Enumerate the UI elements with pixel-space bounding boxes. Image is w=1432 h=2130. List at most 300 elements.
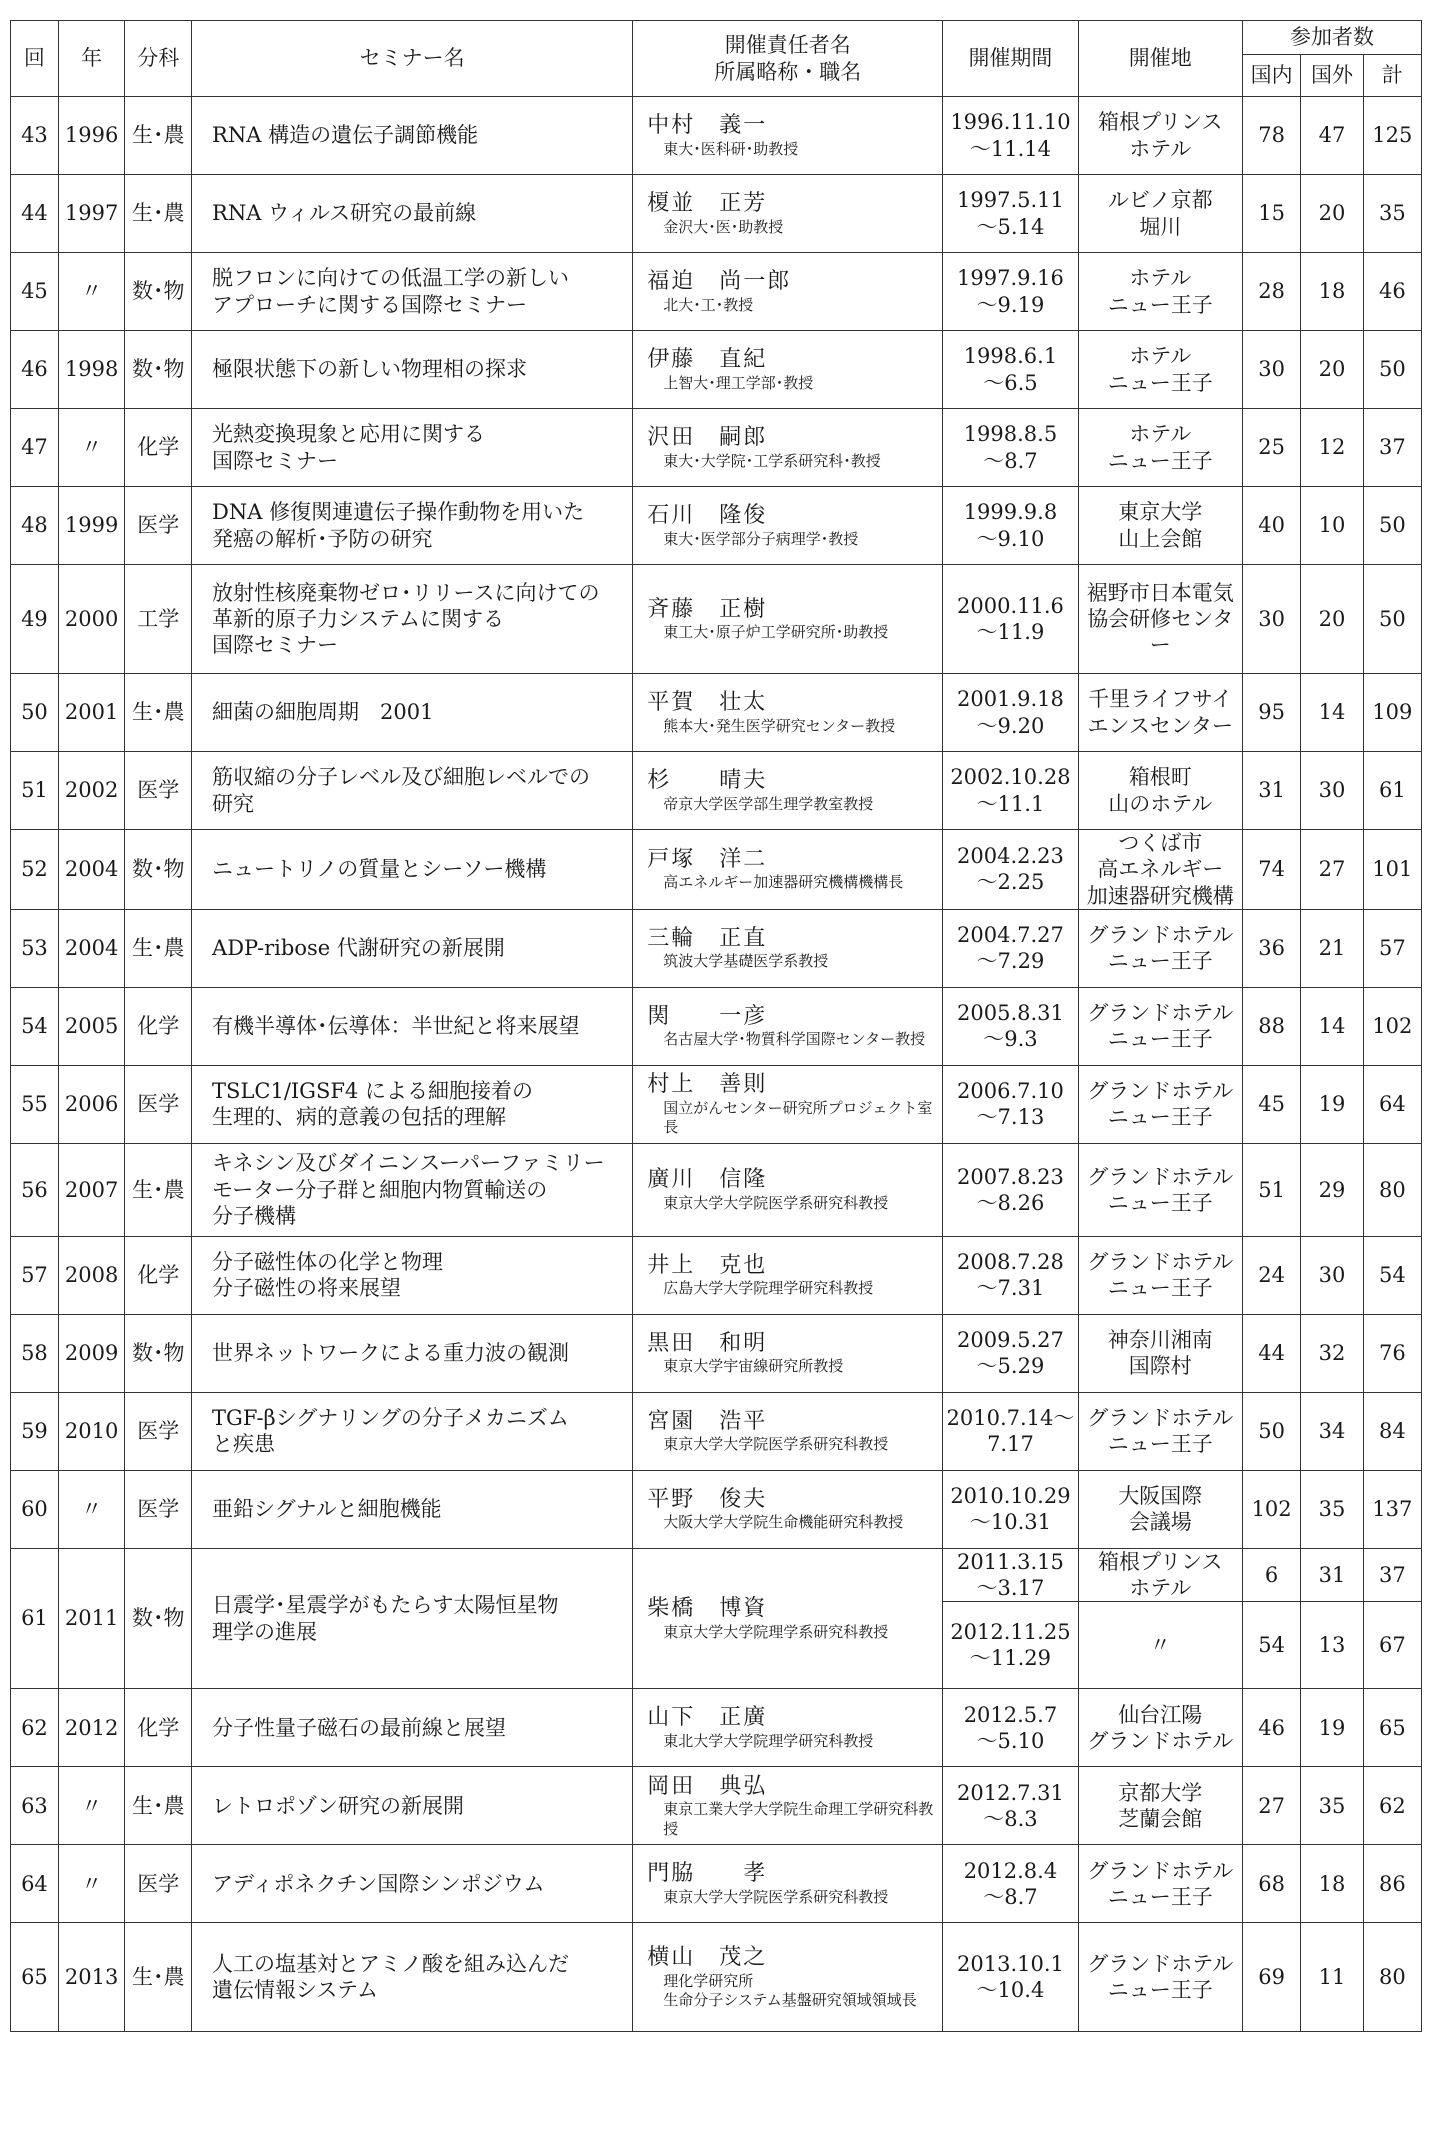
cell-year: 2000 xyxy=(58,565,125,674)
cell-year: 2012 xyxy=(58,1689,125,1767)
cell-no: 44 xyxy=(11,175,59,253)
cell-organizer xyxy=(633,1767,943,1845)
cell-venue: グランドホテル ニュー王子 xyxy=(1078,1392,1242,1470)
cell-year: 〃 xyxy=(58,409,125,487)
cell-field: 生･農 xyxy=(125,1143,192,1236)
cell-year: 〃 xyxy=(58,1767,125,1845)
cell-title: 極限状態下の新しい物理相の探求 xyxy=(192,331,633,409)
organizer-affiliation: 北大･工･教授 xyxy=(663,295,754,314)
organizer-name: 廣川 信隆 xyxy=(647,1167,768,1193)
organizer-affiliation: 東大･医科研･助教授 xyxy=(663,139,799,158)
cell-year: 2004 xyxy=(58,830,125,910)
organizer-name: 平野 俊夫 xyxy=(647,1486,768,1512)
cell-domestic: 74 xyxy=(1242,830,1300,910)
cell-period: 2011.3.15 〜3.17 xyxy=(943,1548,1078,1602)
cell-organizer xyxy=(633,1548,943,1689)
table-row xyxy=(11,1236,1422,1314)
cell-total: 76 xyxy=(1363,1314,1421,1392)
cell-field: 医学 xyxy=(125,1845,192,1923)
organizer-name: 石川 隆俊 xyxy=(647,503,768,528)
organizer-name: 横山 茂之 xyxy=(647,1945,768,1970)
cell-title: レトロポゾン研究の新展開 xyxy=(192,1767,633,1845)
cell-title: TGF-βシグナリングの分子メカニズム と疾患 xyxy=(192,1392,633,1470)
cell-total: 80 xyxy=(1363,1923,1421,2032)
cell-organizer xyxy=(633,487,943,565)
cell-field: 生･農 xyxy=(125,97,192,175)
cell-foreign: 34 xyxy=(1301,1392,1363,1470)
cell-year: 2011 xyxy=(58,1548,125,1689)
organizer-name: 平賀 壮太 xyxy=(647,690,768,715)
cell-title: 放射性核廃棄物ゼロ･リリースに向けての 革新的原子力システムに関する 国際セミナー xyxy=(192,565,633,674)
cell-period: 2009.5.27 〜5.29 xyxy=(943,1314,1078,1392)
organizer-affiliation: 東工大･原子炉工学研究所･助教授 xyxy=(663,623,889,641)
cell-organizer xyxy=(633,909,943,987)
cell-field: 生･農 xyxy=(125,909,192,987)
cell-year: 2008 xyxy=(58,1236,125,1314)
header-venue: 開催地 xyxy=(1078,21,1242,97)
cell-venue: 箱根プリンス ホテル xyxy=(1078,97,1242,175)
cell-foreign: 47 xyxy=(1301,97,1363,175)
cell-organizer xyxy=(633,752,943,830)
cell-no: 63 xyxy=(11,1767,59,1845)
cell-foreign: 12 xyxy=(1301,409,1363,487)
cell-period: 2012.11.25 〜11.29 xyxy=(943,1602,1078,1689)
organizer-name: 柴橋 博資 xyxy=(647,1596,768,1621)
cell-total: 50 xyxy=(1363,565,1421,674)
organizer-affiliation: 東京大学大学院医学系研究科教授 xyxy=(663,1435,889,1454)
organizer-affiliation: 上智大･理工学部･教授 xyxy=(663,373,814,392)
cell-organizer xyxy=(633,1470,943,1548)
table-header xyxy=(11,21,1422,97)
cell-title: ニュートリノの質量とシーソー機構 xyxy=(192,830,633,910)
cell-no: 49 xyxy=(11,565,59,674)
cell-total: 54 xyxy=(1363,1236,1421,1314)
cell-period: 2012.7.31 〜8.3 xyxy=(943,1767,1078,1845)
cell-venue: 〃 xyxy=(1078,1602,1242,1689)
organizer-name: 山下 正廣 xyxy=(647,1705,768,1731)
cell-organizer xyxy=(633,674,943,752)
cell-title: 人工の塩基対とアミノ酸を組み込んだ 遺伝情報システム xyxy=(192,1923,633,2032)
cell-field: 生･農 xyxy=(125,1923,192,2032)
cell-venue: 京都大学 芝蘭会館 xyxy=(1078,1767,1242,1845)
cell-venue: グランドホテル ニュー王子 xyxy=(1078,909,1242,987)
cell-domestic: 15 xyxy=(1242,175,1300,253)
cell-title: TSLC1/IGSF4 による細胞接着の 生理的、病的意義の包括的理解 xyxy=(192,1065,633,1143)
organizer-affiliation: 東京大学大学院医学系研究科教授 xyxy=(663,1887,889,1906)
table-row xyxy=(11,1548,1422,1602)
cell-organizer xyxy=(633,1236,943,1314)
cell-organizer xyxy=(633,1314,943,1392)
cell-foreign: 30 xyxy=(1301,1236,1363,1314)
cell-period: 2012.5.7 〜5.10 xyxy=(943,1689,1078,1767)
cell-no: 62 xyxy=(11,1689,59,1767)
cell-foreign: 14 xyxy=(1301,987,1363,1065)
organizer-affiliation: 金沢大･医･助教授 xyxy=(663,217,784,236)
cell-period: 2002.10.28 〜11.1 xyxy=(943,752,1078,830)
cell-title: 光熱変換現象と応用に関する 国際セミナー xyxy=(192,409,633,487)
organizer-affiliation: 理化学研究所 生命分子システム基盤研究領域領域長 xyxy=(663,1971,917,2009)
organizer-name: 中村 義一 xyxy=(647,113,768,138)
cell-year: 1996 xyxy=(58,97,125,175)
table-row xyxy=(11,1689,1422,1767)
header-organizer xyxy=(633,21,943,97)
cell-field: 医学 xyxy=(125,1392,192,1470)
table-row xyxy=(11,253,1422,331)
cell-title: 筋収縮の分子レベル及び細胞レベルでの 研究 xyxy=(192,752,633,830)
organizer-name: 三輪 正直 xyxy=(647,925,768,951)
cell-title: DNA 修復関連遺伝子操作動物を用いた 発癌の解析･予防の研究 xyxy=(192,487,633,565)
cell-foreign: 20 xyxy=(1301,565,1363,674)
cell-total: 101 xyxy=(1363,830,1421,910)
cell-period: 2010.7.14〜 7.17 xyxy=(943,1392,1078,1470)
cell-year: 〃 xyxy=(58,1470,125,1548)
cell-title: キネシン及びダイニンスーパーファミリー モーター分子群と細胞内物質輸送の 分子機構 xyxy=(192,1143,633,1236)
cell-organizer xyxy=(633,253,943,331)
cell-field: 数･物 xyxy=(125,253,192,331)
cell-foreign: 18 xyxy=(1301,1845,1363,1923)
cell-no: 51 xyxy=(11,752,59,830)
cell-title: アディポネクチン国際シンポジウム xyxy=(192,1845,633,1923)
header-organizer-line2: 所属略称・職名 xyxy=(714,59,862,84)
cell-year: 〃 xyxy=(58,253,125,331)
cell-no: 56 xyxy=(11,1143,59,1236)
cell-total: 62 xyxy=(1363,1767,1421,1845)
cell-domestic: 95 xyxy=(1242,674,1300,752)
table-row xyxy=(11,331,1422,409)
organizer-name: 村上 善則 xyxy=(647,1072,768,1097)
cell-foreign: 35 xyxy=(1301,1767,1363,1845)
cell-period: 1997.5.11 〜5.14 xyxy=(943,175,1078,253)
cell-foreign: 18 xyxy=(1301,253,1363,331)
organizer-affiliation: 熊本大･発生医学研究センター教授 xyxy=(663,716,896,735)
organizer-affiliation: 広島大学大学院理学研究科教授 xyxy=(663,1279,874,1298)
cell-foreign: 20 xyxy=(1301,331,1363,409)
cell-no: 46 xyxy=(11,331,59,409)
organizer-name: 戸塚 洋二 xyxy=(647,846,768,872)
organizer-affiliation: 筑波大学基礎医学系教授 xyxy=(663,952,829,971)
cell-venue: 大阪国際 会議場 xyxy=(1078,1470,1242,1548)
cell-total: 46 xyxy=(1363,253,1421,331)
header-total: 計 xyxy=(1363,55,1421,97)
organizer-name: 黒田 和明 xyxy=(647,1330,768,1356)
organizer-affiliation: 高エネルギー加速器研究機構機構長 xyxy=(663,873,904,892)
table-row xyxy=(11,752,1422,830)
cell-field: 医学 xyxy=(125,487,192,565)
cell-venue: 仙台江陽 グランドホテル xyxy=(1078,1689,1242,1767)
header-title: セミナー名 xyxy=(192,21,633,97)
cell-venue: 神奈川湘南 国際村 xyxy=(1078,1314,1242,1392)
cell-organizer xyxy=(633,987,943,1065)
cell-venue: グランドホテル ニュー王子 xyxy=(1078,1065,1242,1143)
cell-domestic: 78 xyxy=(1242,97,1300,175)
cell-venue: 箱根町 山のホテル xyxy=(1078,752,1242,830)
cell-total: 137 xyxy=(1363,1470,1421,1548)
cell-foreign: 27 xyxy=(1301,830,1363,910)
table-row xyxy=(11,674,1422,752)
cell-foreign: 19 xyxy=(1301,1689,1363,1767)
cell-total: 67 xyxy=(1363,1602,1421,1689)
cell-foreign: 31 xyxy=(1301,1548,1363,1602)
cell-period: 2005.8.31 〜9.3 xyxy=(943,987,1078,1065)
cell-organizer xyxy=(633,1065,943,1143)
cell-total: 64 xyxy=(1363,1065,1421,1143)
table-row xyxy=(11,409,1422,487)
organizer-name: 斉藤 正樹 xyxy=(647,596,768,622)
cell-field: 生･農 xyxy=(125,175,192,253)
cell-foreign: 21 xyxy=(1301,909,1363,987)
cell-domestic: 68 xyxy=(1242,1845,1300,1923)
cell-organizer xyxy=(633,1923,943,2032)
cell-organizer xyxy=(633,1392,943,1470)
cell-field: 数･物 xyxy=(125,331,192,409)
organizer-affiliation: 東大･大学院･工学系研究科･教授 xyxy=(663,451,881,470)
organizer-affiliation: 東京大学宇宙線研究所教授 xyxy=(663,1357,844,1376)
cell-domestic: 30 xyxy=(1242,565,1300,674)
cell-domestic: 28 xyxy=(1242,253,1300,331)
cell-field: 医学 xyxy=(125,1065,192,1143)
cell-year: 2002 xyxy=(58,752,125,830)
header-foreign: 国外 xyxy=(1301,55,1363,97)
cell-no: 65 xyxy=(11,1923,59,2032)
table-row xyxy=(11,1845,1422,1923)
table-row xyxy=(11,175,1422,253)
cell-venue: ホテル ニュー王子 xyxy=(1078,331,1242,409)
cell-foreign: 13 xyxy=(1301,1602,1363,1689)
cell-domestic: 25 xyxy=(1242,409,1300,487)
cell-domestic: 27 xyxy=(1242,1767,1300,1845)
cell-period: 1998.8.5 〜8.7 xyxy=(943,409,1078,487)
cell-title: ADP-ribose 代謝研究の新展開 xyxy=(192,909,633,987)
cell-venue: グランドホテル ニュー王子 xyxy=(1078,1845,1242,1923)
table-row xyxy=(11,97,1422,175)
cell-foreign: 29 xyxy=(1301,1143,1363,1236)
cell-domestic: 31 xyxy=(1242,752,1300,830)
table-row xyxy=(11,830,1422,910)
organizer-affiliation: 国立がんセンター研究所プロジェクト室長 xyxy=(663,1098,933,1136)
cell-foreign: 32 xyxy=(1301,1314,1363,1392)
header-period: 開催期間 xyxy=(943,21,1078,97)
cell-domestic: 88 xyxy=(1242,987,1300,1065)
cell-period: 2001.9.18 〜9.20 xyxy=(943,674,1078,752)
table-row xyxy=(11,487,1422,565)
cell-year: 2009 xyxy=(58,1314,125,1392)
header-domestic: 国内 xyxy=(1242,55,1300,97)
cell-field: 化学 xyxy=(125,1689,192,1767)
cell-organizer xyxy=(633,830,943,910)
cell-title: 分子性量子磁石の最前線と展望 xyxy=(192,1689,633,1767)
cell-period: 2013.10.1 〜10.4 xyxy=(943,1923,1078,2032)
cell-venue: ルビノ京都 堀川 xyxy=(1078,175,1242,253)
cell-no: 52 xyxy=(11,830,59,910)
cell-period: 1997.9.16 〜9.19 xyxy=(943,253,1078,331)
cell-no: 55 xyxy=(11,1065,59,1143)
cell-year: 2001 xyxy=(58,674,125,752)
cell-field: 数･物 xyxy=(125,1548,192,1689)
organizer-affiliation: 名古屋大学･物質科学国際センター教授 xyxy=(663,1030,926,1049)
cell-venue: グランドホテル ニュー王子 xyxy=(1078,987,1242,1065)
organizer-name: 門脇 孝 xyxy=(647,1861,768,1887)
cell-no: 43 xyxy=(11,97,59,175)
cell-no: 47 xyxy=(11,409,59,487)
cell-total: 50 xyxy=(1363,331,1421,409)
cell-total: 84 xyxy=(1363,1392,1421,1470)
organizer-name: 福迫 尚一郎 xyxy=(647,269,792,294)
cell-period: 2000.11.6 〜11.9 xyxy=(943,565,1078,674)
cell-venue: グランドホテル ニュー王子 xyxy=(1078,1143,1242,1236)
cell-venue: ホテル ニュー王子 xyxy=(1078,409,1242,487)
seminar-table-container xyxy=(10,20,1422,2032)
cell-domestic: 50 xyxy=(1242,1392,1300,1470)
cell-organizer xyxy=(633,331,943,409)
cell-domestic: 30 xyxy=(1242,331,1300,409)
cell-title: 亜鉛シグナルと細胞機能 xyxy=(192,1470,633,1548)
cell-field: 化学 xyxy=(125,987,192,1065)
cell-period: 2012.8.4 〜8.7 xyxy=(943,1845,1078,1923)
organizer-name: 井上 克也 xyxy=(647,1252,768,1278)
cell-period: 2007.8.23 〜8.26 xyxy=(943,1143,1078,1236)
cell-domestic: 24 xyxy=(1242,1236,1300,1314)
cell-period: 2004.7.27 〜7.29 xyxy=(943,909,1078,987)
cell-domestic: 54 xyxy=(1242,1602,1300,1689)
cell-field: 数･物 xyxy=(125,830,192,910)
cell-total: 57 xyxy=(1363,909,1421,987)
cell-total: 109 xyxy=(1363,674,1421,752)
cell-title: 世界ネットワークによる重力波の観測 xyxy=(192,1314,633,1392)
cell-period: 2010.10.29 〜10.31 xyxy=(943,1470,1078,1548)
cell-no: 58 xyxy=(11,1314,59,1392)
cell-year: 〃 xyxy=(58,1845,125,1923)
cell-total: 125 xyxy=(1363,97,1421,175)
cell-total: 35 xyxy=(1363,175,1421,253)
header-organizer-line1: 開催責任者名 xyxy=(724,33,851,58)
table-row xyxy=(11,1065,1422,1143)
cell-no: 61 xyxy=(11,1548,59,1689)
cell-total: 61 xyxy=(1363,752,1421,830)
cell-total: 65 xyxy=(1363,1689,1421,1767)
cell-year: 2006 xyxy=(58,1065,125,1143)
cell-venue: 裾野市日本電気 協会研修センター xyxy=(1078,565,1242,674)
cell-title: RNA ウィルス研究の最前線 xyxy=(192,175,633,253)
cell-period: 2006.7.10 〜7.13 xyxy=(943,1065,1078,1143)
cell-organizer xyxy=(633,1845,943,1923)
cell-foreign: 35 xyxy=(1301,1470,1363,1548)
cell-field: 化学 xyxy=(125,1236,192,1314)
organizer-affiliation: 東京大学大学院医学系研究科教授 xyxy=(663,1193,889,1212)
cell-domestic: 6 xyxy=(1242,1548,1300,1602)
cell-field: 数･物 xyxy=(125,1314,192,1392)
organizer-affiliation: 東京大学大学院理学系研究科教授 xyxy=(663,1622,889,1641)
organizer-name: 伊藤 直紀 xyxy=(647,347,768,372)
cell-domestic: 40 xyxy=(1242,487,1300,565)
organizer-name: 宮園 浩平 xyxy=(647,1408,768,1434)
cell-foreign: 20 xyxy=(1301,175,1363,253)
organizer-name: 岡田 典弘 xyxy=(647,1773,768,1799)
cell-total: 80 xyxy=(1363,1143,1421,1236)
cell-period: 1996.11.10 〜11.14 xyxy=(943,97,1078,175)
cell-year: 2013 xyxy=(58,1923,125,2032)
organizer-name: 杉 晴夫 xyxy=(647,768,768,793)
cell-title: 有機半導体･伝導体：半世紀と将来展望 xyxy=(192,987,633,1065)
cell-total: 37 xyxy=(1363,1548,1421,1602)
cell-title: RNA 構造の遺伝子調節機能 xyxy=(192,97,633,175)
cell-title: 細菌の細胞周期 2001 xyxy=(192,674,633,752)
cell-year: 2004 xyxy=(58,909,125,987)
table-row xyxy=(11,565,1422,674)
cell-venue: 箱根プリンス ホテル xyxy=(1078,1548,1242,1602)
cell-organizer xyxy=(633,1143,943,1236)
table-row xyxy=(11,909,1422,987)
header-participants: 参加者数 xyxy=(1242,21,1421,55)
cell-no: 59 xyxy=(11,1392,59,1470)
cell-no: 48 xyxy=(11,487,59,565)
cell-domestic: 44 xyxy=(1242,1314,1300,1392)
cell-organizer xyxy=(633,565,943,674)
header-year: 年 xyxy=(58,21,125,97)
cell-domestic: 102 xyxy=(1242,1470,1300,1548)
cell-no: 57 xyxy=(11,1236,59,1314)
cell-period: 1998.6.1 〜6.5 xyxy=(943,331,1078,409)
cell-no: 60 xyxy=(11,1470,59,1548)
cell-venue: 東京大学 山上会館 xyxy=(1078,487,1242,565)
cell-no: 45 xyxy=(11,253,59,331)
cell-total: 37 xyxy=(1363,409,1421,487)
cell-venue: グランドホテル ニュー王子 xyxy=(1078,1923,1242,2032)
cell-field: 工学 xyxy=(125,565,192,674)
cell-venue: ホテル ニュー王子 xyxy=(1078,253,1242,331)
cell-domestic: 46 xyxy=(1242,1689,1300,1767)
table-row xyxy=(11,1470,1422,1548)
cell-year: 2007 xyxy=(58,1143,125,1236)
cell-venue: グランドホテル ニュー王子 xyxy=(1078,1236,1242,1314)
cell-year: 2010 xyxy=(58,1392,125,1470)
table-row xyxy=(11,1392,1422,1470)
cell-title: 脱フロンに向けての低温工学の新しい アプローチに関する国際セミナー xyxy=(192,253,633,331)
cell-field: 医学 xyxy=(125,1470,192,1548)
table-row xyxy=(11,1923,1422,2032)
cell-year: 1997 xyxy=(58,175,125,253)
cell-field: 生･農 xyxy=(125,1767,192,1845)
header-no: 回 xyxy=(11,21,59,97)
organizer-affiliation: 東京工業大学大学院生命理工学研究科教授 xyxy=(663,1800,934,1838)
cell-total: 50 xyxy=(1363,487,1421,565)
cell-domestic: 51 xyxy=(1242,1143,1300,1236)
organizer-affiliation: 東大･医学部分子病理学･教授 xyxy=(663,529,859,548)
cell-period: 2004.2.23 〜2.25 xyxy=(943,830,1078,910)
cell-domestic: 45 xyxy=(1242,1065,1300,1143)
organizer-name: 沢田 嗣郎 xyxy=(647,425,768,450)
header-field: 分科 xyxy=(125,21,192,97)
organizer-name: 榎並 正芳 xyxy=(647,191,768,216)
cell-field: 生･農 xyxy=(125,674,192,752)
cell-domestic: 69 xyxy=(1242,1923,1300,2032)
organizer-affiliation: 大阪大学大学院生命機能研究科教授 xyxy=(663,1513,904,1532)
cell-venue: 千里ライフサイ エンスセンター xyxy=(1078,674,1242,752)
cell-organizer xyxy=(633,409,943,487)
organizer-affiliation: 帝京大学医学部生理学教室教授 xyxy=(663,794,874,813)
table-row xyxy=(11,1143,1422,1236)
cell-no: 50 xyxy=(11,674,59,752)
organizer-name: 関 一彦 xyxy=(647,1003,768,1029)
cell-total: 102 xyxy=(1363,987,1421,1065)
cell-no: 54 xyxy=(11,987,59,1065)
cell-period: 1999.9.8 〜9.10 xyxy=(943,487,1078,565)
cell-organizer xyxy=(633,97,943,175)
cell-field: 医学 xyxy=(125,752,192,830)
cell-domestic: 36 xyxy=(1242,909,1300,987)
cell-foreign: 11 xyxy=(1301,1923,1363,2032)
cell-field: 化学 xyxy=(125,409,192,487)
cell-venue: つくば市 高エネルギー 加速器研究機構 xyxy=(1078,830,1242,910)
